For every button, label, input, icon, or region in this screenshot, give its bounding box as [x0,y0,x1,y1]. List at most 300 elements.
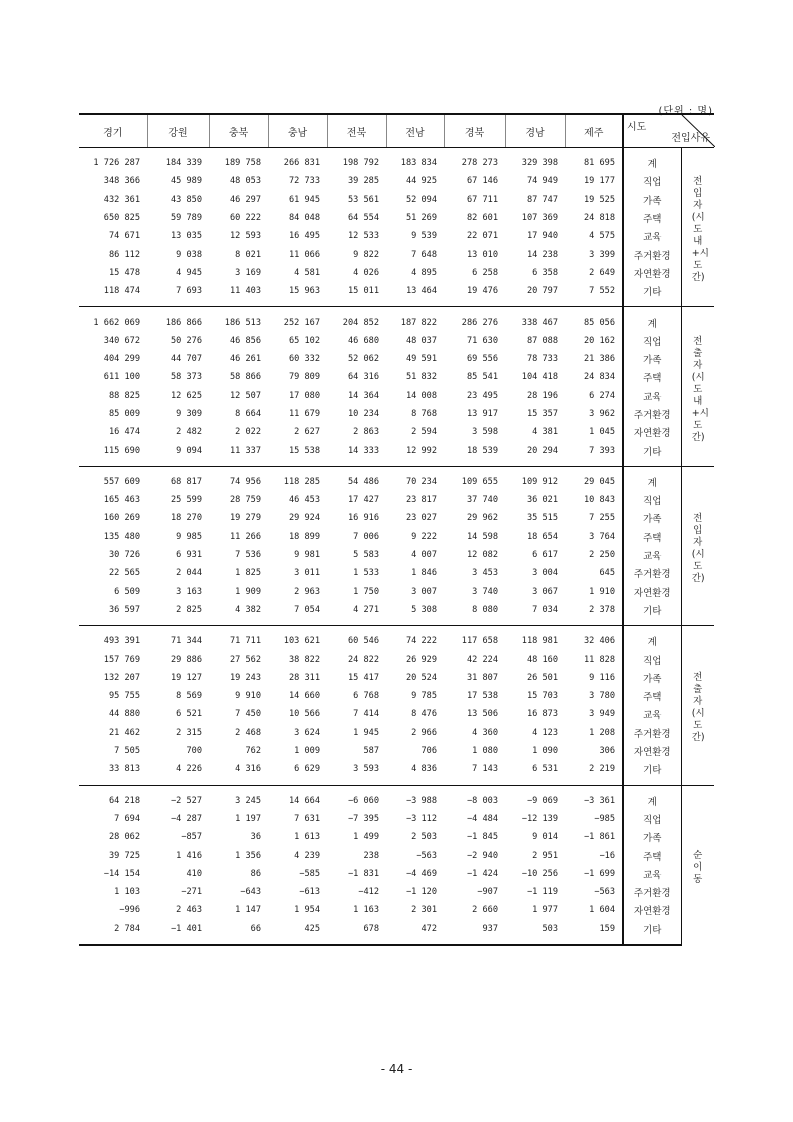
value-cell: 46 856 [229,335,261,346]
value-cell: 6 509 [114,586,140,597]
value-cell: 9 785 [411,691,437,702]
value-cell: 117 658 [444,626,505,651]
value-cell: 762 [245,746,261,757]
value-cell: 11 337 [229,445,261,456]
table-row [79,705,714,723]
table-row [79,191,714,209]
reason-label: 자연환경 [623,583,681,601]
value-cell: 9 910 [235,691,261,702]
value-cell: 3 067 [532,586,558,597]
reason-label: 자연환경 [623,423,681,441]
value-cell: 493 391 [79,626,147,651]
value-cell: 1 825 [235,568,261,579]
value-cell: 8 080 [472,604,498,615]
reason-label: 교육 [623,546,681,564]
value-cell: 26 501 [526,672,558,683]
value-cell: 64 218 [79,785,147,810]
value-cell: 706 [421,746,437,757]
value-cell: 198 792 [327,148,386,173]
value-cell: 74 671 [108,231,140,242]
value-cell: 14 238 [526,249,558,260]
value-cell: 4 945 [176,267,202,278]
value-cell: 30 726 [108,550,140,561]
value-cell: 2 784 [79,920,147,945]
reason-label: 교육 [623,705,681,723]
value-cell: 6 629 [294,764,320,775]
value-cell: 24 822 [347,654,379,665]
value-cell: 7 450 [235,709,261,720]
group-label-text: 순이동 [693,850,703,886]
value-cell: 2 594 [411,427,437,438]
value-cell: 8 768 [411,409,437,419]
value-cell: 19 476 [466,286,498,297]
value-cell: 9 094 [176,445,202,456]
value-cell: 14 364 [347,390,379,401]
table-row [79,466,714,491]
value-cell: 12 625 [170,390,202,401]
table-row [79,846,714,864]
table-row [79,828,714,846]
value-cell: 79 809 [288,372,320,383]
value-cell: 2 463 [176,905,202,916]
value-cell: 7 393 [589,445,615,456]
value-cell: 25 599 [170,495,202,506]
value-cell: 1 977 [532,905,558,916]
value-cell: 44 707 [170,354,202,365]
value-cell: 4 581 [294,267,320,278]
table-row [79,760,714,785]
value-cell: 13 035 [170,231,202,242]
value-cell: 204 852 [327,307,386,332]
value-cell: 11 266 [229,531,261,542]
value-cell: 16 916 [347,513,379,524]
value-cell: 85 009 [108,409,140,419]
group-label [681,307,714,466]
reason-label: 주택 [623,687,681,705]
reason-label: 가족 [623,828,681,846]
value-cell: 36 [250,832,261,843]
value-cell: 7 505 [114,746,140,757]
value-cell: 9 539 [411,231,437,242]
value-cell: −412 [358,887,379,898]
value-cell: −1 845 [466,832,498,843]
value-cell: 12 593 [229,231,261,242]
value-cell: 2 482 [176,427,202,438]
value-cell: 3 780 [589,691,615,702]
value-cell: −585 [299,868,320,879]
value-cell: 15 478 [108,267,140,278]
value-cell: 238 [363,850,379,861]
value-cell: 1 208 [589,727,615,738]
value-cell: −2 527 [147,785,209,810]
value-cell: 33 813 [108,764,140,775]
value-cell: 1 604 [589,905,615,916]
value-cell: 87 088 [526,335,558,346]
value-cell: 21 462 [108,727,140,738]
value-cell: 87 747 [526,194,558,205]
value-cell: 9 985 [176,531,202,542]
value-cell: 2 503 [411,832,437,843]
value-cell: 22 071 [466,231,498,242]
value-cell: 6 931 [176,550,202,561]
value-cell: 29 886 [170,654,202,665]
value-cell: −857 [181,832,202,843]
value-cell: 557 609 [79,466,147,491]
value-cell: 1 416 [176,850,202,861]
value-cell: 3 962 [589,409,615,419]
reason-label: 주거환경 [623,405,681,423]
value-cell: 16 474 [108,427,140,438]
table-row [79,724,714,742]
header-region: 강원 [147,114,209,148]
table-row [79,172,714,190]
value-cell: 4 271 [353,604,379,615]
value-cell: 2 963 [294,586,320,597]
value-cell: 2 825 [176,604,202,615]
value-cell: 404 299 [103,354,140,365]
value-cell: 19 243 [229,672,261,683]
value-cell: 7 006 [353,531,379,542]
value-cell: 187 822 [386,307,444,332]
value-cell: 71 630 [466,335,498,346]
value-cell: 15 538 [288,445,320,456]
value-cell: 3 163 [176,586,202,597]
value-cell: 3 764 [589,531,615,542]
table-row [79,583,714,601]
value-cell: 66 [209,920,268,945]
value-cell: 35 515 [526,513,558,524]
value-cell: 286 276 [444,307,505,332]
value-cell: 71 344 [147,626,209,651]
value-cell: 7 143 [472,764,498,775]
table-row [79,810,714,828]
value-cell: 410 [186,868,202,879]
reason-label: 기타 [623,920,681,945]
value-cell: −4 469 [405,868,437,879]
reason-label: 직업 [623,172,681,190]
table-row [79,626,714,651]
value-cell: 9 981 [294,550,320,561]
value-cell: −16 [599,850,615,861]
value-cell: 3 011 [294,568,320,579]
value-cell: 1 009 [294,746,320,757]
value-cell: 472 [386,920,444,945]
value-cell: 74 956 [209,466,268,491]
value-cell: 43 850 [170,194,202,205]
value-cell: 32 406 [565,626,623,651]
table-row [79,785,714,810]
value-cell: 107 369 [521,213,558,224]
value-cell: 109 655 [444,466,505,491]
value-cell: 9 014 [532,832,558,843]
value-cell: 20 294 [526,445,558,456]
value-cell: 18 270 [170,513,202,524]
value-cell: 88 825 [108,390,140,401]
value-cell: 6 617 [532,550,558,561]
value-cell: 23 027 [405,513,437,524]
value-cell: 24 834 [583,372,615,383]
value-cell: 183 834 [386,148,444,173]
value-cell: 15 011 [347,286,379,297]
value-cell: 9 222 [411,531,437,542]
value-cell: 13 506 [466,709,498,720]
header-corner [623,114,714,148]
value-cell: 3 007 [411,586,437,597]
value-cell: −271 [181,887,202,898]
group-label [681,785,714,945]
value-cell: 29 924 [288,513,320,524]
value-cell: 45 989 [170,176,202,187]
value-cell: −6 060 [327,785,386,810]
value-cell: 10 234 [347,409,379,419]
value-cell: −4 287 [170,813,202,824]
value-cell: 4 226 [176,764,202,775]
group-label [681,626,714,785]
value-cell: 611 100 [103,372,140,383]
value-cell: −3 988 [386,785,444,810]
value-cell: 11 679 [288,409,320,419]
value-cell: 46 680 [347,335,379,346]
header-region: 제주 [565,114,623,148]
table-row [79,546,714,564]
group-label-text: 전입자(시도간) [691,512,705,584]
value-cell: 17 080 [288,390,320,401]
value-cell: 7 034 [532,604,558,615]
value-cell: 18 654 [526,531,558,542]
reason-label: 주거환경 [623,724,681,742]
value-cell: 31 807 [466,672,498,683]
value-cell: 2 219 [589,764,615,775]
value-cell: 2 863 [353,427,379,438]
reason-label: 교육 [623,865,681,883]
reason-label: 계 [623,148,681,173]
value-cell: 28 759 [229,495,261,506]
value-cell: 71 711 [209,626,268,651]
value-cell: 2 044 [176,568,202,579]
reason-label: 직업 [623,491,681,509]
value-cell: 2 966 [411,727,437,738]
value-cell: 650 825 [103,213,140,224]
table-row [79,528,714,546]
value-cell: 678 [327,920,386,945]
value-cell: 44 880 [108,709,140,720]
value-cell: 50 276 [170,335,202,346]
value-cell: 7 414 [353,709,379,720]
value-cell: −613 [299,887,320,898]
reason-label: 계 [623,785,681,810]
reason-label: 주택 [623,528,681,546]
value-cell: 1 163 [353,905,379,916]
value-cell: 19 279 [229,513,261,524]
value-cell: 51 269 [405,213,437,224]
value-cell: 42 224 [466,654,498,665]
value-cell: 2 250 [589,550,615,561]
value-cell: 7 648 [411,249,437,260]
value-cell: 1 080 [472,746,498,757]
value-cell: 5 308 [411,604,437,615]
value-cell: 2 315 [176,727,202,738]
reason-label: 주택 [623,209,681,227]
value-cell: 67 146 [466,176,498,187]
value-cell: 9 309 [176,409,202,419]
value-cell: −3 112 [405,813,437,824]
value-cell: 338 467 [505,307,565,332]
value-cell: 118 285 [268,466,327,491]
value-cell: 1 533 [353,568,379,579]
value-cell: 4 026 [353,267,379,278]
value-cell: 1 726 287 [79,148,147,173]
value-cell: 17 538 [466,691,498,702]
value-cell: 503 [505,920,565,945]
value-cell: 6 358 [532,267,558,278]
value-cell: 23 817 [405,495,437,506]
value-cell: 58 373 [170,372,202,383]
table-row [79,332,714,350]
value-cell: 28 311 [288,672,320,683]
value-cell: 60 332 [288,354,320,365]
value-cell: 48 037 [405,335,437,346]
table-row [79,883,714,901]
value-cell: 20 797 [526,286,558,297]
value-cell: 21 386 [583,354,615,365]
value-cell: 1 909 [235,586,261,597]
table-row [79,441,714,466]
table-row [79,491,714,509]
value-cell: −2 940 [466,850,498,861]
reason-label: 계 [623,466,681,491]
value-cell: 10 843 [583,495,615,506]
value-cell: −3 361 [565,785,623,810]
value-cell: 60 546 [327,626,386,651]
value-cell: 7 552 [589,286,615,297]
table-row [79,307,714,332]
value-cell: 48 053 [229,176,261,187]
table-row [79,264,714,282]
value-cell: 3 453 [472,568,498,579]
value-cell: 15 417 [347,672,379,683]
table-row [79,423,714,441]
value-cell: 15 963 [288,286,320,297]
value-cell: 3 740 [472,586,498,597]
reason-label: 주택 [623,368,681,386]
value-cell: 3 399 [589,249,615,260]
value-cell: 189 758 [209,148,268,173]
value-cell: 4 382 [235,604,261,615]
value-cell: 252 167 [268,307,327,332]
value-cell: 53 561 [347,194,379,205]
value-cell: 1 499 [353,832,379,843]
value-cell: 14 664 [268,785,327,810]
table-row [79,245,714,263]
value-cell: 64 554 [347,213,379,224]
value-cell: 54 486 [327,466,386,491]
value-cell: 12 533 [347,231,379,242]
value-cell: 1 197 [235,813,261,824]
value-cell: −1 120 [405,887,437,898]
corner-top-label: 시도 [627,122,647,133]
value-cell: 22 565 [108,568,140,579]
value-cell: 15 357 [526,409,558,419]
value-cell: −4 484 [466,813,498,824]
value-cell: 3 949 [589,709,615,720]
value-cell: 78 733 [526,354,558,365]
table-row [79,920,714,945]
reason-label: 직업 [623,650,681,668]
reason-label: 기타 [623,601,681,626]
value-cell: 46 261 [229,354,261,365]
value-cell: 11 403 [229,286,261,297]
value-cell: 95 755 [108,691,140,702]
value-cell: 82 601 [466,213,498,224]
value-cell: 159 [565,920,623,945]
value-cell: 160 269 [103,513,140,524]
table-row [79,865,714,883]
value-cell: 184 339 [147,148,209,173]
value-cell: 14 598 [466,531,498,542]
value-cell: 4 123 [532,727,558,738]
value-cell: 7 631 [294,813,320,824]
value-cell: −1 119 [526,887,558,898]
header-row [79,114,714,148]
value-cell: 74 222 [386,626,444,651]
value-cell: 19 177 [583,176,615,187]
value-cell: −1 831 [347,868,379,879]
reason-label: 계 [623,307,681,332]
reason-label: 가족 [623,509,681,527]
reason-label: 직업 [623,810,681,828]
value-cell: 86 112 [108,249,140,260]
value-cell: 7 255 [589,513,615,524]
reason-label: 교육 [623,227,681,245]
value-cell: 186 513 [209,307,268,332]
value-cell: 3 593 [353,764,379,775]
value-cell: 67 711 [466,194,498,205]
value-cell: 4 239 [294,850,320,861]
value-cell: 4 836 [411,764,437,775]
value-cell: 278 273 [444,148,505,173]
value-cell: 3 004 [532,568,558,579]
value-cell: 12 992 [405,445,437,456]
value-cell: −1 401 [147,920,209,945]
value-cell: 2 378 [589,604,615,615]
value-cell: 39 725 [108,850,140,861]
value-cell: 18 899 [288,531,320,542]
value-cell: 70 234 [386,466,444,491]
table-row [79,687,714,705]
value-cell: −14 154 [103,868,140,879]
value-cell: 4 007 [411,550,437,561]
value-cell: 6 521 [176,709,202,720]
value-cell: 1 662 069 [79,307,147,332]
value-cell: 17 427 [347,495,379,506]
value-cell: 12 082 [466,550,498,561]
value-cell: 118 981 [505,626,565,651]
value-cell: −8 003 [444,785,505,810]
reason-label: 자연환경 [623,901,681,919]
value-cell: 28 062 [108,832,140,843]
value-cell: 6 768 [353,691,379,702]
value-cell: 44 925 [405,176,437,187]
unit-label: (단위 : 명) [658,106,713,117]
value-cell: 3 245 [209,785,268,810]
value-cell: 2 022 [235,427,261,438]
value-cell: 266 831 [268,148,327,173]
value-cell: 7 693 [176,286,202,297]
value-cell: 85 541 [466,372,498,383]
value-cell: 1 147 [235,905,261,916]
value-cell: 27 562 [229,654,261,665]
value-cell: 6 274 [589,390,615,401]
